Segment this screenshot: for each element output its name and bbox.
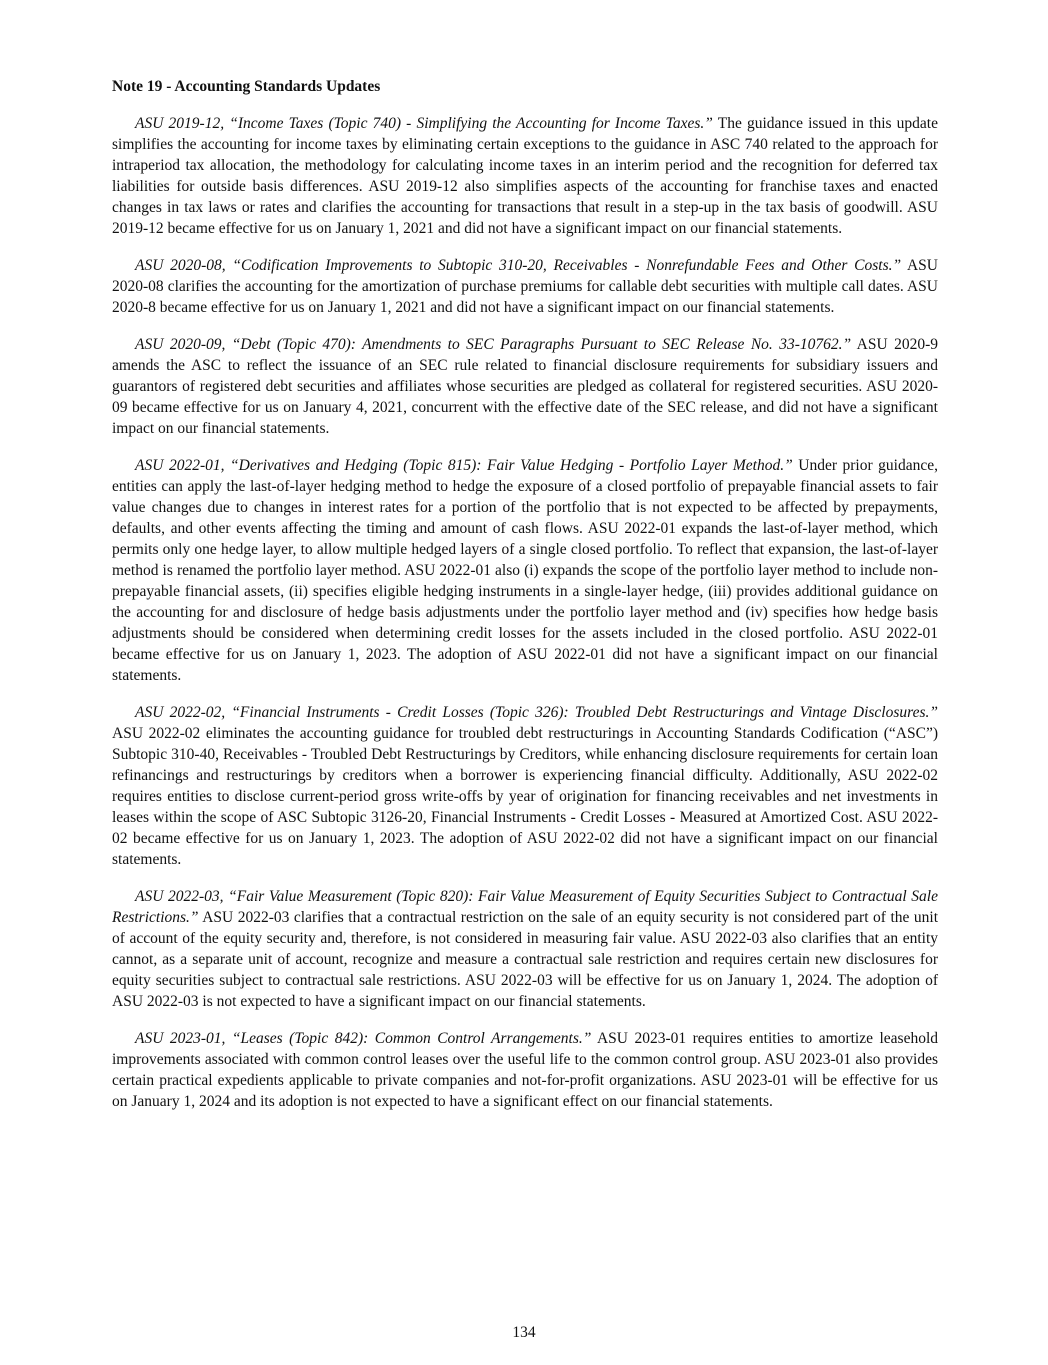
paragraph-body: ASU 2020-9 amends the ASC to reflect the issuance of an SEC rule related to financial disclosure requirements for subsidiary issuers and guarantors of registered debt securities and affiliates whose securities are pledged as collateral for registered securities. ASU 2020-09 became effective for us on January 4, 2021, concurrent with the effective date of the SEC release, and did not have a significant impact on our financial statements. bbox=[112, 336, 938, 437]
paragraph-body: ASU 2023-01 requires entities to amortize leasehold improvements associated with common control leases over the useful life to the common control group. ASU 2023-01 also provides certain practical expedients applicable to private companies and not-for-profit organizations. ASU 2023-01 will be effective for us on January 1, 2024 and its adoption is not expected to have a significant effect on our financial statements. bbox=[112, 1030, 938, 1110]
page-number: 134 bbox=[512, 1324, 536, 1341]
paragraph-title: ASU 2020-09, “Debt (Topic 470): Amendments to SEC Paragraphs Pursuant to SEC Release No. 33-10762.” bbox=[135, 336, 852, 353]
paragraph-title: ASU 2022-01, “Derivatives and Hedging (Topic 815): Fair Value Hedging - Portfolio Layer Method.” bbox=[135, 457, 793, 474]
paragraph-body: ASU 2020-08 clarifies the accounting for the amortization of purchase premiums for callable debt securities with multiple call dates. ASU 2020-8 became effective for us on January 1, 2021 and did not have a significant impact on our financial statements. bbox=[112, 257, 938, 316]
paragraph-title: ASU 2019-12, “Income Taxes (Topic 740) - Simplifying the Accounting for Income Taxes.” bbox=[135, 115, 713, 132]
paragraph-title: ASU 2022-02, “Financial Instruments - Credit Losses (Topic 326): Troubled Debt Restructurings and Vintage Disclosures.” bbox=[135, 704, 938, 721]
asu-2020-09-paragraph bbox=[112, 334, 938, 439]
asu-2022-02-paragraph bbox=[112, 702, 938, 870]
asu-2020-08-paragraph bbox=[112, 255, 938, 318]
paragraph-title: ASU 2023-01, “Leases (Topic 842): Common Control Arrangements.” bbox=[135, 1030, 592, 1047]
paragraph-title: ASU 2020-08, “Codification Improvements to Subtopic 310-20, Receivables - Nonrefundable Fees and Other Costs.” bbox=[135, 257, 902, 274]
paragraph-body: Under prior guidance, entities can apply the last-of-layer hedging method to hedge the exposure of a closed portfolio of prepayable financial assets to fair value changes due to changes in interest rates for a portion of the portfolio that is not expected to be affected by prepayments, defaults, and other events affecting the timing and amount of cash flows. ASU 2022-01 expands the last-of-layer method, which permits only one hedge layer, to allow multiple hedged layers of a single closed portfolio. To reflect that expansion, the last-of-layer method is renamed the portfolio layer method. ASU 2022-01 also (i) expands the scope of the portfolio layer method to include non-prepayable financial assets, (ii) specifies eligible hedging instruments in a single-layer hedge, (iii) provides additional guidance on the accounting for and disclosure of hedge basis adjustments under the portfolio layer method and (iv) specifies how hedge basis adjustments should be considered when determining credit losses for the assets included in the closed portfolio. ASU 2022-01 became effective for us on January 1, 2023. The adoption of ASU 2022-01 did not have a significant impact on our financial statements. bbox=[112, 457, 939, 684]
paragraph-body: ASU 2022-02 eliminates the accounting guidance for troubled debt restructurings in Accounting Standards Codification (“ASC”) Subtopic 310-40, Receivables - Troubled Debt Restructurings by Creditors, while enhancing disclosure requirements for certain loan refinancings and restructurings by creditors when a borrower is experiencing financial difficulty. Additionally, ASU 2022-02 requires entities to disclose current-period gross write-offs by year of origination for financing receivables and net investments in leases within the scope of ASC Subtopic 3126-20, Financial Instruments - Credit Losses - Measured at Amortized Cost. ASU 2022-02 became effective for us on January 1, 2023. The adoption of ASU 2022-02 did not have a significant impact on our financial statements. bbox=[112, 725, 938, 868]
asu-2022-03-paragraph bbox=[112, 886, 938, 1012]
paragraph-body: The guidance issued in this update simplifies the accounting for income taxes by eliminating certain exceptions to the guidance in ASC 740 related to the approach for intraperiod tax allocation, the methodology for calculating income taxes in an interim period and the recognition for deferred tax liabilities for outside basis differences. ASU 2019-12 also simplifies aspects of the accounting for franchise taxes and enacted changes in tax laws or rates and clarifies the accounting for transactions that result in a step-up in the tax basis of goodwill. ASU 2019-12 became effective for us on January 1, 2021 and did not have a significant impact on our financial statements. bbox=[112, 115, 938, 237]
asu-2023-01-paragraph bbox=[112, 1028, 938, 1112]
document-page bbox=[112, 76, 938, 1128]
paragraph-title: ASU 2022-03, “Fair Value Measurement (Topic 820): Fair Value Measurement of Equity Securities Subject to Contractual Sale Restrictions.” bbox=[112, 888, 938, 926]
note-heading: Note 19 - Accounting Standards Updates bbox=[112, 78, 381, 95]
asu-2022-01-paragraph bbox=[112, 455, 938, 686]
paragraph-body: ASU 2022-03 clarifies that a contractual restriction on the sale of an equity security is not considered part of the unit of account of the equity security and, therefore, is not considered in measuring fair value. ASU 2022-03 also clarifies that an entity cannot, as a separate unit of account, recognize and measure a contractual sale restriction and requires certain new disclosures for equity securities subject to contractual sale restrictions. ASU 2022-03 will be effective for us on January 1, 2024. The adoption of ASU 2022-03 is not expected to have a significant impact on our financial statements. bbox=[112, 909, 938, 1010]
asu-2019-12-paragraph bbox=[112, 113, 938, 239]
